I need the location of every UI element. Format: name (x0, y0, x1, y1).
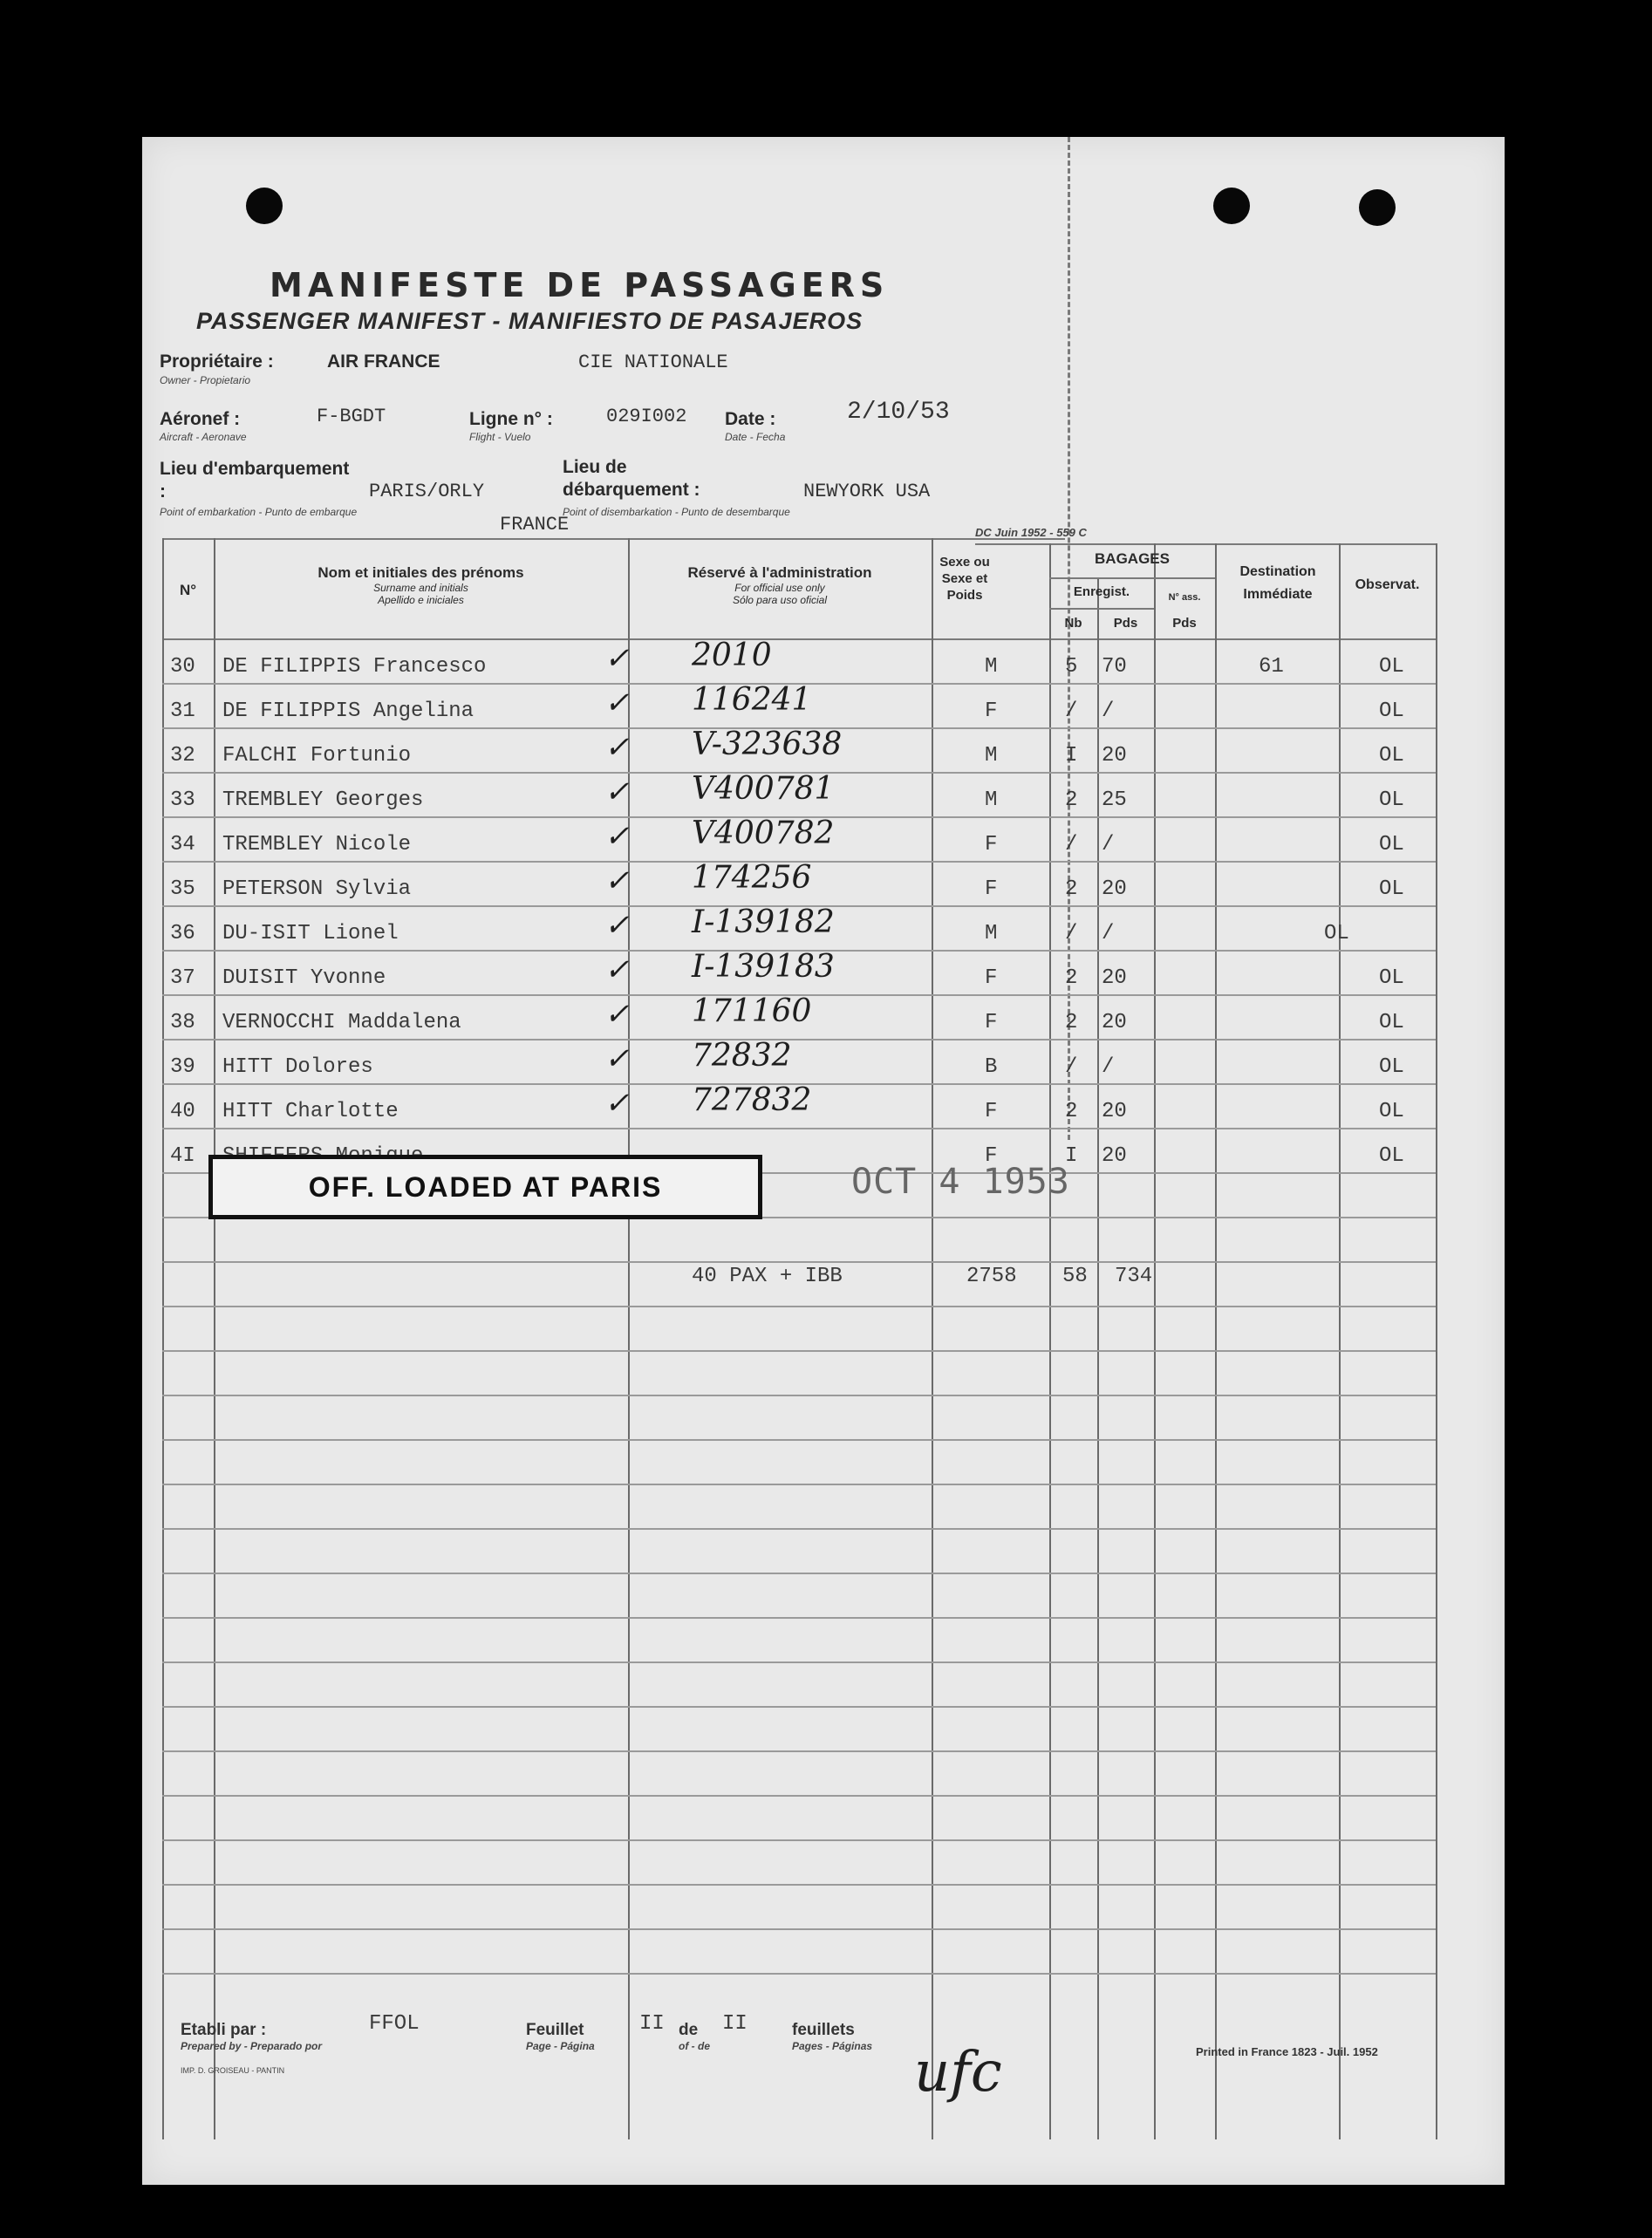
row-number: 33 (170, 788, 195, 812)
official-number: 2010 (692, 638, 772, 673)
col-header-observ: Observat. (1355, 577, 1420, 592)
checkmark-icon: ✓ (604, 1086, 630, 1121)
checkmark-icon: ✓ (604, 686, 630, 720)
embark-label: Lieu d'embarquement : (160, 459, 350, 502)
row-number: 35 (170, 877, 195, 901)
col-header-baggage: BAGAGES (1095, 550, 1170, 567)
table-header-bottom (162, 638, 1436, 640)
prepared-value: FFOL (369, 2012, 420, 2036)
col-header-admin-sub-2: Sólo para uso oficial (732, 594, 828, 606)
passenger-sex: F (985, 1011, 998, 1034)
checkmark-icon: ✓ (604, 1041, 630, 1076)
col-header-pds: Pds (1113, 616, 1138, 631)
totals-weight: 2758 (966, 1265, 1017, 1288)
ruled-line (162, 1306, 1436, 1307)
passenger-name: DUISIT Yvonne (222, 966, 386, 990)
date-value: 2/10/53 (847, 399, 950, 426)
ruled-line (162, 1261, 1436, 1263)
baggage-weight: / (1102, 1055, 1115, 1079)
passenger-name: DE FILIPPIS Angelina (222, 699, 474, 723)
official-number: 72832 (692, 1038, 792, 1074)
table-row (142, 993, 1468, 1049)
prepared-sub: Prepared by - Preparado por (181, 2040, 323, 2052)
ruled-line (162, 1573, 1436, 1574)
ruled-line (162, 1884, 1436, 1886)
printer-credit: IMP. D. GROISEAU - PANTIN (181, 2066, 285, 2075)
of-label: de (679, 2021, 699, 2039)
checkmark-icon: ✓ (604, 730, 630, 765)
observation: OL (1379, 1011, 1404, 1034)
ruled-line (162, 1484, 1436, 1485)
of-value: II (722, 2012, 747, 2036)
official-number: V-323638 (692, 727, 843, 762)
passenger-sex: F (985, 833, 998, 856)
passenger-sex: M (985, 788, 998, 812)
passenger-name: DU-ISIT Lionel (222, 922, 399, 945)
official-number: 727832 (692, 1082, 812, 1118)
totals-label: 40 PAX + IBB (692, 1265, 843, 1288)
baggage-count: I (1065, 744, 1078, 768)
checkmark-icon: ✓ (604, 952, 630, 987)
baggage-weight: 20 (1102, 1144, 1127, 1168)
official-number: 171160 (692, 993, 812, 1029)
observation: OL (1379, 744, 1404, 768)
embark-value: PARIS/ORLY (369, 481, 485, 502)
official-number: I-139183 (692, 949, 835, 985)
embark-value-2: FRANCE (500, 514, 570, 536)
baggage-count: 2 (1065, 788, 1078, 812)
passenger-name: DE FILIPPIS Francesco (222, 655, 487, 679)
destination-code: OL (1324, 922, 1349, 945)
baggage-count: I (1065, 1144, 1078, 1168)
baggage-weight: 25 (1102, 788, 1127, 812)
observation: OL (1379, 833, 1404, 856)
baggage-count: 2 (1065, 877, 1078, 901)
col-header-registered: Enregist. (1073, 584, 1130, 599)
passenger-sex: F (985, 877, 998, 901)
checkmark-icon: ✓ (604, 908, 630, 943)
baggage-weight: 20 (1102, 1100, 1127, 1123)
row-number: 38 (170, 1011, 195, 1034)
aircraft-label: Aéronef : (160, 409, 241, 429)
checkmark-icon: ✓ (604, 863, 630, 898)
checkmark-icon: ✓ (604, 997, 630, 1032)
punch-hole-right (1213, 188, 1250, 224)
disembark-label: Lieu de débarquement : (563, 457, 700, 500)
manifest-sheet (142, 137, 1505, 2185)
passenger-sex: M (985, 655, 998, 679)
baggage-weight: / (1102, 833, 1115, 856)
table-top-border (162, 538, 1065, 540)
offloaded-stamp: OFF. LOADED AT PARIS (208, 1155, 762, 1219)
row-number: 32 (170, 744, 195, 768)
baggage-count: / (1065, 699, 1078, 723)
ruled-line (162, 1973, 1436, 1975)
row-number: 36 (170, 922, 195, 945)
col-header-destination: Destination Immédiate (1239, 564, 1316, 602)
baggage-count: 2 (1065, 966, 1078, 990)
passenger-sex: F (985, 699, 998, 723)
observation: OL (1379, 788, 1404, 812)
col-header-ne: N° ass. (1168, 592, 1201, 603)
row-number: 37 (170, 966, 195, 990)
col-header-admin (628, 564, 932, 606)
form-code: DC Juin 1952 - 559 C (975, 526, 1087, 539)
col-header-name-text: Nom et initiales des prénoms (317, 564, 524, 581)
sheet-sub: Page - Página (526, 2040, 595, 2052)
observation: OL (1379, 699, 1404, 723)
passenger-sex: F (985, 1144, 998, 1168)
checkmark-icon: ✓ (604, 641, 630, 676)
registered-header-line (1049, 608, 1154, 610)
passenger-name: FALCHI Fortunio (222, 744, 412, 768)
passenger-name: HITT Dolores (222, 1055, 373, 1079)
baggage-weight: 20 (1102, 966, 1127, 990)
totals-pds: 734 (1115, 1265, 1153, 1288)
observation: OL (1379, 1144, 1404, 1168)
checkmark-icon: ✓ (604, 774, 630, 809)
baggage-weight: 20 (1102, 877, 1127, 901)
ruled-line (162, 1661, 1436, 1663)
sheet-value: II (639, 2012, 665, 2036)
manifest-title: MANIFESTE DE PASSAGERS (270, 266, 890, 304)
embark-sub: Point of embarkation - Punto de embarque (160, 506, 358, 518)
pages-sub: Pages - Páginas (792, 2040, 873, 2052)
baggage-weight: 70 (1102, 655, 1127, 679)
passenger-sex: M (985, 744, 998, 768)
ruled-line (162, 1350, 1436, 1352)
observation: OL (1379, 966, 1404, 990)
col-header-admin-text: Réservé à l'administration (687, 564, 872, 581)
totals-nb: 58 (1062, 1265, 1088, 1288)
punch-hole-left (246, 188, 283, 224)
baggage-weight: 20 (1102, 744, 1127, 768)
ruled-line (162, 1928, 1436, 1930)
passenger-name: TREMBLEY Georges (222, 788, 424, 812)
baggage-count: / (1065, 1055, 1078, 1079)
baggage-weight: / (1102, 922, 1115, 945)
observation: OL (1379, 877, 1404, 901)
of-sub: of - de (679, 2040, 710, 2052)
owner-sub: Owner - Propietario (160, 374, 251, 386)
col-header-name-sub: Surname and initials (373, 582, 468, 594)
passenger-name: TREMBLEY Nicole (222, 833, 412, 856)
official-number: V400781 (692, 771, 835, 807)
aircraft-sub: Aircraft - Aeronave (160, 431, 247, 443)
col-header-pds-2: Pds (1172, 616, 1197, 631)
row-number: 4I (170, 1144, 195, 1168)
passenger-sex: F (985, 1100, 998, 1123)
signature-initials: ufc (914, 2040, 1002, 2105)
checkmark-icon: ✓ (604, 819, 630, 854)
date-sub: Date - Fecha (725, 431, 786, 443)
baggage-header-line (1049, 577, 1215, 579)
baggage-count: 5 (1065, 655, 1078, 679)
ruled-line (162, 1395, 1436, 1396)
observation: OL (1379, 1055, 1404, 1079)
passenger-name: VERNOCCHI Maddalena (222, 1011, 461, 1034)
ruled-line (162, 1528, 1436, 1530)
table-top-border-right (975, 543, 1436, 545)
table-row (142, 1082, 1468, 1138)
row-number: 39 (170, 1055, 195, 1079)
observation: OL (1379, 1100, 1404, 1123)
passenger-name: PETERSON Sylvia (222, 877, 412, 901)
row-number: 40 (170, 1100, 195, 1123)
ruled-line (162, 1750, 1436, 1752)
baggage-weight: 20 (1102, 1011, 1127, 1034)
ruled-line (162, 1839, 1436, 1841)
destination-code: 61 (1259, 655, 1284, 679)
passenger-sex: F (985, 966, 998, 990)
aircraft-value: F-BGDT (317, 406, 386, 427)
owner-value: AIR FRANCE (327, 351, 440, 372)
col-header-admin-sub: For official use only (734, 582, 825, 594)
baggage-count: / (1065, 833, 1078, 856)
passenger-sex: M (985, 922, 998, 945)
observation: OL (1379, 655, 1404, 679)
col-header-sex: Sexe ou Sexe et Poids (939, 555, 990, 603)
baggage-weight: / (1102, 699, 1115, 723)
col-header-name-sub-2: Apellido e iniciales (378, 594, 464, 606)
baggage-count: / (1065, 922, 1078, 945)
flight-value: 029I002 (606, 406, 687, 427)
col-header-name (214, 564, 628, 606)
col-header-no: N° (179, 582, 197, 598)
prepared-label: Etabli par : (181, 2021, 267, 2039)
punch-hole-right-2 (1359, 189, 1396, 226)
ruled-line (162, 1439, 1436, 1441)
passenger-name: HITT Charlotte (222, 1100, 399, 1123)
official-number: 116241 (692, 682, 812, 718)
row-number: 30 (170, 655, 195, 679)
sheet-label: Feuillet (526, 2021, 584, 2039)
flight-sub: Flight - Vuelo (469, 431, 531, 443)
official-number: V400782 (692, 815, 835, 851)
ruled-line (162, 1617, 1436, 1619)
ruled-line (162, 1706, 1436, 1708)
date-stamp: OCT 4 1953 (851, 1162, 1070, 1202)
ruled-line (162, 1795, 1436, 1797)
col-header-nb: Nb (1064, 616, 1082, 631)
official-number: I-139182 (692, 904, 835, 940)
official-number: 174256 (692, 860, 812, 896)
date-label: Date : (725, 409, 776, 429)
disembark-value: NEWYORK USA (803, 481, 931, 502)
row-number: 34 (170, 833, 195, 856)
printed-in-france: Printed in France 1823 - Juil. 1952 (1196, 2045, 1378, 2058)
flight-label: Ligne n° : (469, 409, 553, 429)
baggage-count: 2 (1065, 1100, 1078, 1123)
owner-value-2: CIE NATIONALE (578, 351, 728, 373)
manifest-subtitle: PASSENGER MANIFEST - MANIFIESTO DE PASAJEROS (196, 308, 864, 334)
baggage-count: 2 (1065, 1011, 1078, 1034)
passenger-sex: B (985, 1055, 998, 1079)
owner-label: Propriétaire : (160, 351, 274, 372)
disembark-sub: Point of disembarkation - Punto de desembarque (563, 506, 790, 518)
row-number: 31 (170, 699, 195, 723)
pages-label: feuillets (792, 2021, 855, 2039)
